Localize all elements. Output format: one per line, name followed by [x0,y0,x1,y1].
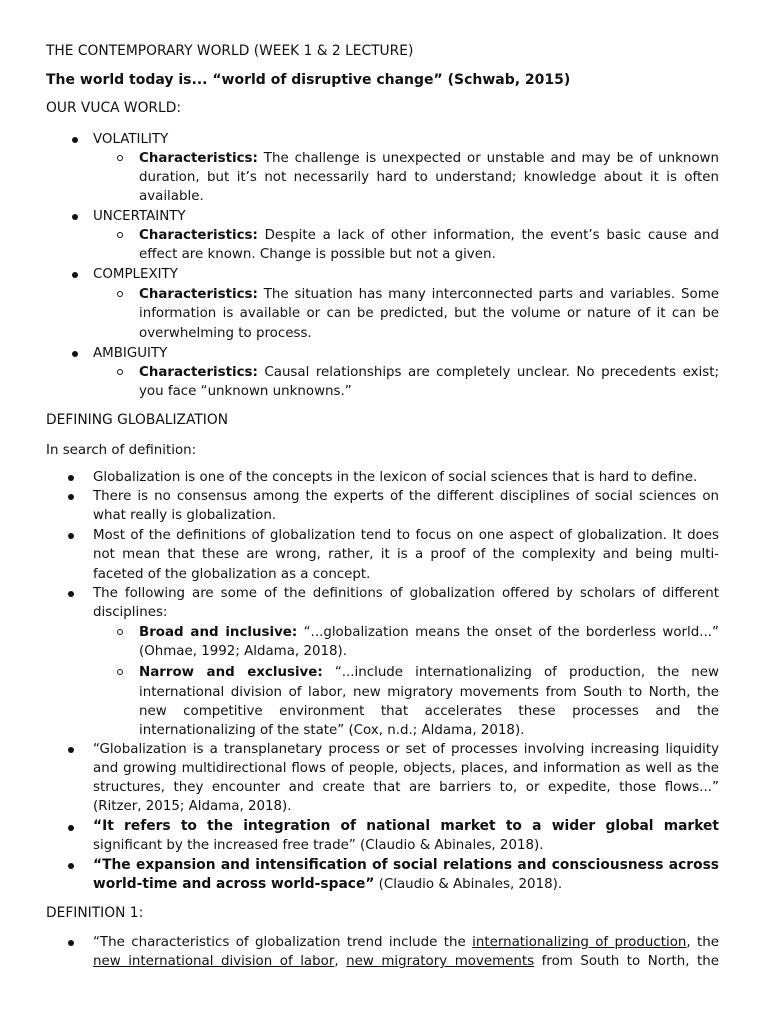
globalization-bullet-line: disciplines: [93,605,168,620]
underlined-term: internationalizing of production [472,935,687,950]
bullet-dot [68,494,74,500]
characteristics-label: Characteristics: [139,365,258,380]
vuca-char-line: available. [139,189,204,204]
globalization-intro: In search of definition: [46,443,197,458]
vuca-char-line [139,285,719,304]
vuca-char-line: information is available or can be predicted, but the volume or nature of it can be [139,306,719,321]
char-text: Despite a lack of other information, the event’s basic cause and [264,228,719,243]
globalization-heading: DEFINING GLOBALIZATION [46,412,229,428]
definition-sub-line [139,663,719,682]
vuca-item-name: VOLATILITY [93,132,169,147]
definition-sub-line: international division of labor, new migratory movements from South to North, the [139,685,719,700]
globalization-bullet-line: (Ritzer, 2015; Aldama, 2018). [93,799,292,814]
characteristics-label: Characteristics: [139,151,258,166]
vuca-item-name: COMPLEXITY [93,267,178,282]
bullet-dot [68,591,74,597]
globalization-bullet-line: There is no consensus among the experts of the different disciplines of social sciences on [93,489,719,504]
definition1-line [93,933,719,952]
vuca-heading: OUR VUCA WORLD: [46,100,181,116]
narrow-exclusive-label: Narrow and exclusive: [139,665,323,680]
globalization-bullet-line: structures, they encounter and create that are barriers to, or expedite, those flows...” [93,780,719,795]
vuca-char-line: you face “unknown unknowns.” [139,384,352,399]
vuca-char-line: duration, but it’s not necessarily hard to understand; knowledge about it is often [139,170,719,185]
bold-quote: world-time and across world-space” [93,876,375,892]
bullet-dot [72,214,78,220]
globalization-bullet-line: Most of the definitions of globalization tend to focus on one aspect of globalization. It does [93,528,719,543]
char-text: Causal relationships are completely unclear. No precedents exist; [264,365,720,380]
document-subtitle: The world today is... “world of disruptive change” (Schwab, 2015) [46,72,571,88]
vuca-item-name: UNCERTAINTY [93,209,186,224]
bullet-dot [68,940,74,946]
sub-bullet-circle [117,232,123,238]
globalization-bullet-line: faceted of the globalization as a concept. [93,567,371,582]
globalization-bullet-line: not mean that these are wrong, rather, it is a proof of the complexity and being multi- [93,547,719,562]
broad-inclusive-label: Broad and inclusive: [139,625,298,640]
vuca-char-line [139,226,719,245]
bullet-dot [68,533,74,539]
definition-text: “...globalization means the onset of the borderless world...” [303,625,719,640]
bullet-dot [68,747,74,753]
globalization-bullet-line: Globalization is one of the concepts in the lexicon of social sciences that is hard to define. [93,470,698,485]
definition-sub-line [139,623,719,642]
bullet-dot [68,475,74,481]
globalization-bullet-line: The following are some of the definitions of globalization offered by scholars of different [93,586,719,601]
definition1-heading: DEFINITION 1: [46,905,144,921]
sub-bullet-circle [117,629,123,635]
globalization-bullet-line: what really is globalization. [93,508,277,523]
globalization-bullet-line: “It refers to the integration of national market to a wider global market [93,818,719,834]
characteristics-label: Characteristics: [139,228,258,243]
char-text: The situation has many interconnected parts and variables. Some [263,287,719,302]
definition-text: , [334,954,347,969]
globalization-bullet-line: significant by the increased free trade” (Claudio & Abinales, 2018). [93,838,544,853]
underlined-term: new international division of labor [93,954,335,969]
vuca-char-line: effect are known. Change is possible but not a given. [139,247,496,262]
definition-text: “The characteristics of globalization trend include the [93,935,473,950]
sub-bullet-circle [117,155,123,161]
globalization-bullet-line: and growing multidirectional flows of people, objects, places, and information as well as the [93,761,719,776]
sub-bullet-circle [117,669,123,675]
sub-bullet-circle [117,291,123,297]
sub-bullet-circle [117,369,123,375]
vuca-item-name: AMBIGUITY [93,346,168,361]
vuca-char-line [139,363,719,382]
vuca-char-line: overwhelming to process. [139,326,312,341]
bullet-dot [72,351,78,357]
underlined-term: new migratory movements [346,954,535,969]
globalization-bullet-line: “The expansion and intensification of social relations and consciousness across [93,857,719,873]
definition-text: from South to North, the [534,954,719,969]
bullet-dot [72,137,78,143]
definition1-line [93,952,719,971]
globalization-bullet-line [93,875,562,894]
definition-sub-line: internationalizing of the state” (Cox, n.d.; Aldama, 2018). [139,723,525,738]
definition-sub-line: new competitive environment that accelerates these processes and the [139,704,719,719]
char-text: The challenge is unexpected or unstable and may be of unknown [263,151,719,166]
vuca-char-line [139,149,719,168]
citation: (Claudio & Abinales, 2018). [374,877,563,892]
definition-text: “...include internationalizing of production, the new [334,665,719,680]
bullet-dot [68,863,74,869]
definition-sub-line: (Ohmae, 1992; Aldama, 2018). [139,644,348,659]
characteristics-label: Characteristics: [139,287,258,302]
document-title: THE CONTEMPORARY WORLD (WEEK 1 & 2 LECTURE) [46,43,414,59]
definition-text: , the [686,935,719,950]
bullet-dot [68,825,74,831]
globalization-bullet-line: “Globalization is a transplanetary process or set of processes involving increasing liquidity [93,742,719,757]
bullet-dot [72,272,78,278]
